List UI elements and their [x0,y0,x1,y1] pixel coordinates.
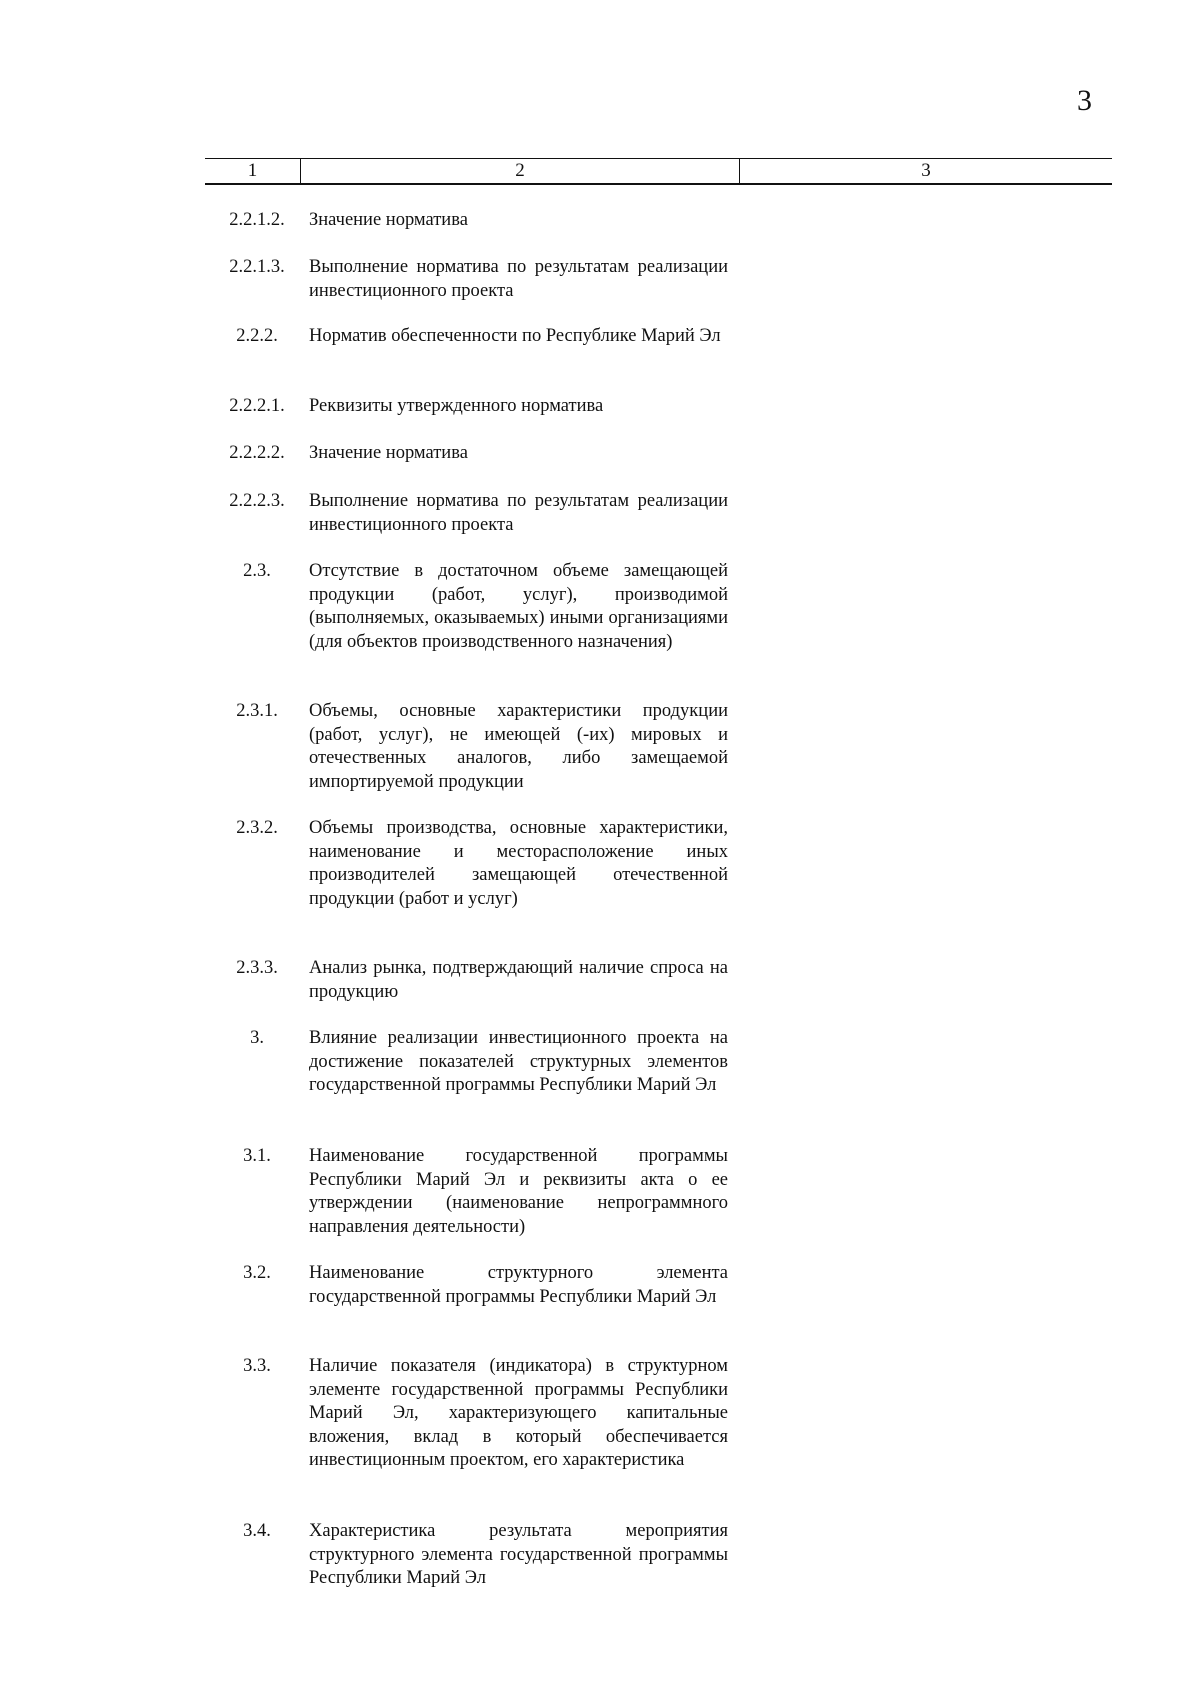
table-row [205,325,745,349]
table-row [205,817,745,911]
row-text: Значение норматива [309,210,468,230]
row-text: Объемы, основные характеристики продукции (работ, услуг), не имеющей (-их) мировых и отечественных аналогов, либо замещаемой импортируемой продукции [309,701,728,792]
row-text: Наименование структурного элемента государственной программы Республики Марий Эл [309,1263,728,1307]
table-row [205,1355,745,1473]
row-text: Отсутствие в достаточном объеме замещающей продукции (работ, услуг), производимой (выполняемых, оказываемых) иными организациями (для объектов производственного назначения) [309,561,728,652]
row-number: 3.3. [243,1356,271,1376]
row-number: 3.4. [243,1521,271,1541]
table-row [205,700,745,794]
table-row [205,209,745,233]
row-text: Характеристика результата мероприятия структурного элемента государственной программы Республики Марий Эл [309,1521,728,1588]
page-number: 3 [1077,84,1092,117]
table-row [205,957,745,1004]
row-text: Наименование государственной программы Республики Марий Эл и реквизиты акта о ее утверждении (наименование непрограммного направления деятельности) [309,1146,728,1237]
row-text: Наличие показателя (индикатора) в структурном элементе государственной программы Республики Марий Эл, характеризующего капитальные вложения, вклад в который обеспечивается инвестиционным проектом, его характеристика [309,1356,728,1470]
table-header-col-1: 1 [247,160,258,181]
row-number: 2.3.1. [236,701,278,721]
table-row [205,256,745,303]
table-header-col-3: 3 [921,160,931,181]
row-number: 2.2.1.3. [229,257,285,277]
row-number: 2.3.2. [236,818,278,838]
table-row [205,442,745,466]
table-row [205,490,745,537]
table-header [205,158,1112,185]
table-row [205,395,745,419]
row-text: Анализ рынка, подтверждающий наличие спроса на продукцию [309,958,728,1002]
row-number: 2.3.3. [236,958,278,978]
row-text: Норматив обеспеченности по Республике Марий Эл [309,326,721,346]
row-number: 2.2.2.2. [229,443,285,463]
row-text: Объемы производства, основные характеристики, наименование и месторасположение иных производителей замещающей отечественной продукции (работ и услуг) [309,818,728,909]
row-text: Выполнение норматива по результатам реализации инвестиционного проекта [309,491,728,535]
table-row [205,560,745,654]
row-text: Реквизиты утвержденного норматива [309,396,604,416]
row-number: 2.2.2.1. [229,396,285,416]
row-text: Значение норматива [309,443,468,463]
table-header-col-2: 2 [300,159,740,183]
row-number: 2.3. [243,561,271,581]
table-row [205,1520,745,1591]
table-row [205,1262,745,1309]
row-number: 2.2.2.3. [229,491,285,511]
row-number: 2.2.2. [236,326,278,346]
table-row [205,1145,745,1239]
table-row [205,1027,745,1098]
row-number: 3.1. [243,1146,271,1166]
row-text: Выполнение норматива по результатам реализации инвестиционного проекта [309,257,728,301]
row-number: 2.2.1.2. [229,210,285,230]
row-number: 3. [250,1028,264,1048]
row-number: 3.2. [243,1263,271,1283]
row-text: Влияние реализации инвестиционного проекта на достижение показателей структурных элементов государственной программы Республики Марий Эл [309,1028,728,1095]
